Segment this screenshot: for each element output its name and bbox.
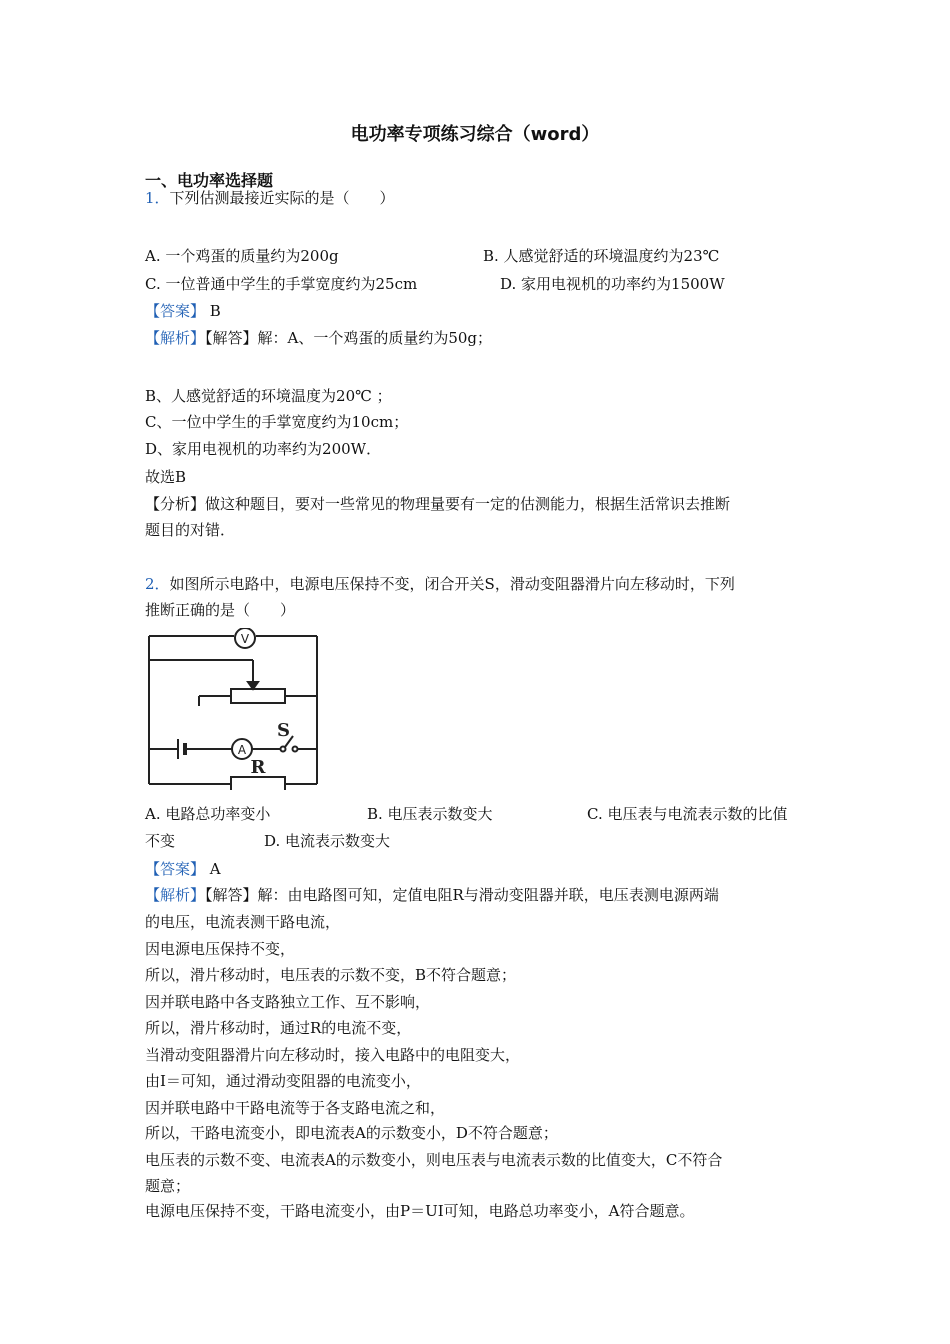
q2-stem-1: 如图所示电路中，电源电压保持不变，闭合开关S，滑动变阻器滑片向左移动时，下列 bbox=[169, 575, 735, 593]
q2-analysis-line-11: 题意； bbox=[145, 1177, 191, 1195]
q1-option-c: C. 一位普通中学生的手掌宽度约为25cm bbox=[145, 275, 418, 293]
q2-analysis-line-12: 电源电压保持不变，干路电流变小，由P＝UI可知，电路总功率变小，A符合题意。 bbox=[145, 1202, 695, 1220]
q2-option-b: B. 电压表示数变大 bbox=[367, 805, 493, 823]
q2-option-d: D. 电流表示数变大 bbox=[264, 832, 391, 850]
q2-analysis-line-7: 由I＝可知，通过滑动变阻器的电流变小， bbox=[145, 1072, 421, 1090]
q2-answer-line bbox=[145, 858, 221, 880]
q1-answer-value: B bbox=[209, 302, 221, 320]
switch-label: S bbox=[277, 720, 290, 741]
q1-number: 1． bbox=[145, 189, 170, 207]
section-heading: 一、电功率选择题 bbox=[145, 171, 274, 190]
q1-analysis-d: D、家用电视机的功率约为200W． bbox=[145, 440, 382, 458]
q1-analysis-b: B、人感觉舒适的环境温度为20℃ ； bbox=[145, 387, 392, 405]
q2-number: 2． bbox=[145, 575, 170, 593]
resistor-symbol bbox=[231, 777, 285, 790]
q2-option-c: C. 电压表与电流表示数的比值 bbox=[587, 805, 788, 823]
q1-commentary-1: 【分析】做这种题目，要对一些常见的物理量要有一定的估测能力，根据生活常识去推断 bbox=[145, 495, 731, 513]
circuit-diagram bbox=[145, 628, 321, 790]
q1-option-b: B. 人感觉舒适的环境温度约为23℃ bbox=[483, 247, 720, 265]
q1-choice: 故选B bbox=[145, 468, 187, 486]
q2-analysis-line-8: 因并联电路中干路电流等于各支路电流之和， bbox=[145, 1099, 446, 1117]
q2-analysis-line-9: 所以，干路电流变小，即电流表A的示数变小，D不符合题意； bbox=[145, 1124, 558, 1142]
document-title: 电功率专项练习综合（word） bbox=[350, 124, 600, 145]
q2-option-c-cont: 不变 bbox=[145, 832, 176, 850]
q1-commentary-2: 题目的对错． bbox=[145, 521, 236, 539]
resistor-label: R bbox=[250, 757, 266, 778]
q1-analysis-line bbox=[145, 327, 492, 349]
q2-stem-line-1 bbox=[145, 573, 735, 595]
voltmeter-label: V bbox=[240, 632, 250, 646]
q1-option-a: A. 一个鸡蛋的质量约为200g bbox=[145, 247, 339, 265]
q2-analysis-tag: 【解析】 bbox=[145, 886, 206, 904]
q2-analysis-line-1: 的电压，电流表测干路电流， bbox=[145, 913, 341, 931]
q1-analysis-c: C、一位中学生的手掌宽度约为10cm； bbox=[145, 413, 409, 431]
q1-answer-tag: 【答案】 bbox=[145, 302, 206, 320]
q2-analysis-line-6: 当滑动变阻器滑片向左移动时，接入电路中的电阻变大， bbox=[145, 1046, 521, 1064]
q1-analysis-tag: 【解析】 bbox=[145, 329, 206, 347]
q2-analysis-line-5: 所以，滑片移动时，通过R的电流不变， bbox=[145, 1019, 412, 1037]
q2-option-a: A. 电路总功率变小 bbox=[145, 805, 271, 823]
q2-stem-line-2: 推断正确的是（ ） bbox=[145, 601, 296, 619]
q1-answer-line bbox=[145, 300, 221, 322]
q1-option-d: D. 家用电视机的功率约为1500W bbox=[500, 275, 725, 293]
q2-analysis-line-2: 因电源电压保持不变， bbox=[145, 940, 296, 958]
q2-analysis-first: 【解答】解：由电路图可知，定值电阻R与滑动变阻器并联，电压表测电源两端 bbox=[205, 886, 719, 904]
q1-stem: 下列估测最接近实际的是（ ） bbox=[169, 189, 395, 207]
q2-analysis-line-4: 因并联电路中各支路独立工作、互不影响， bbox=[145, 993, 431, 1011]
ammeter-label: A bbox=[237, 743, 247, 757]
q2-answer-value: A bbox=[209, 860, 221, 878]
q2-analysis-line bbox=[145, 884, 719, 906]
q2-analysis-line-3: 所以，滑片移动时，电压表的示数不变，B不符合题意； bbox=[145, 966, 517, 984]
rheostat-symbol bbox=[231, 689, 285, 703]
q1-analysis-text: 【解答】解：A、一个鸡蛋的质量约为50g； bbox=[205, 329, 493, 347]
q2-analysis-line-10: 电压表的示数不变、电流表A的示数变小，则电压表与电流表示数的比值变大，C不符合 bbox=[145, 1151, 723, 1169]
q2-answer-tag: 【答案】 bbox=[145, 860, 206, 878]
q1-stem-line bbox=[145, 187, 395, 209]
